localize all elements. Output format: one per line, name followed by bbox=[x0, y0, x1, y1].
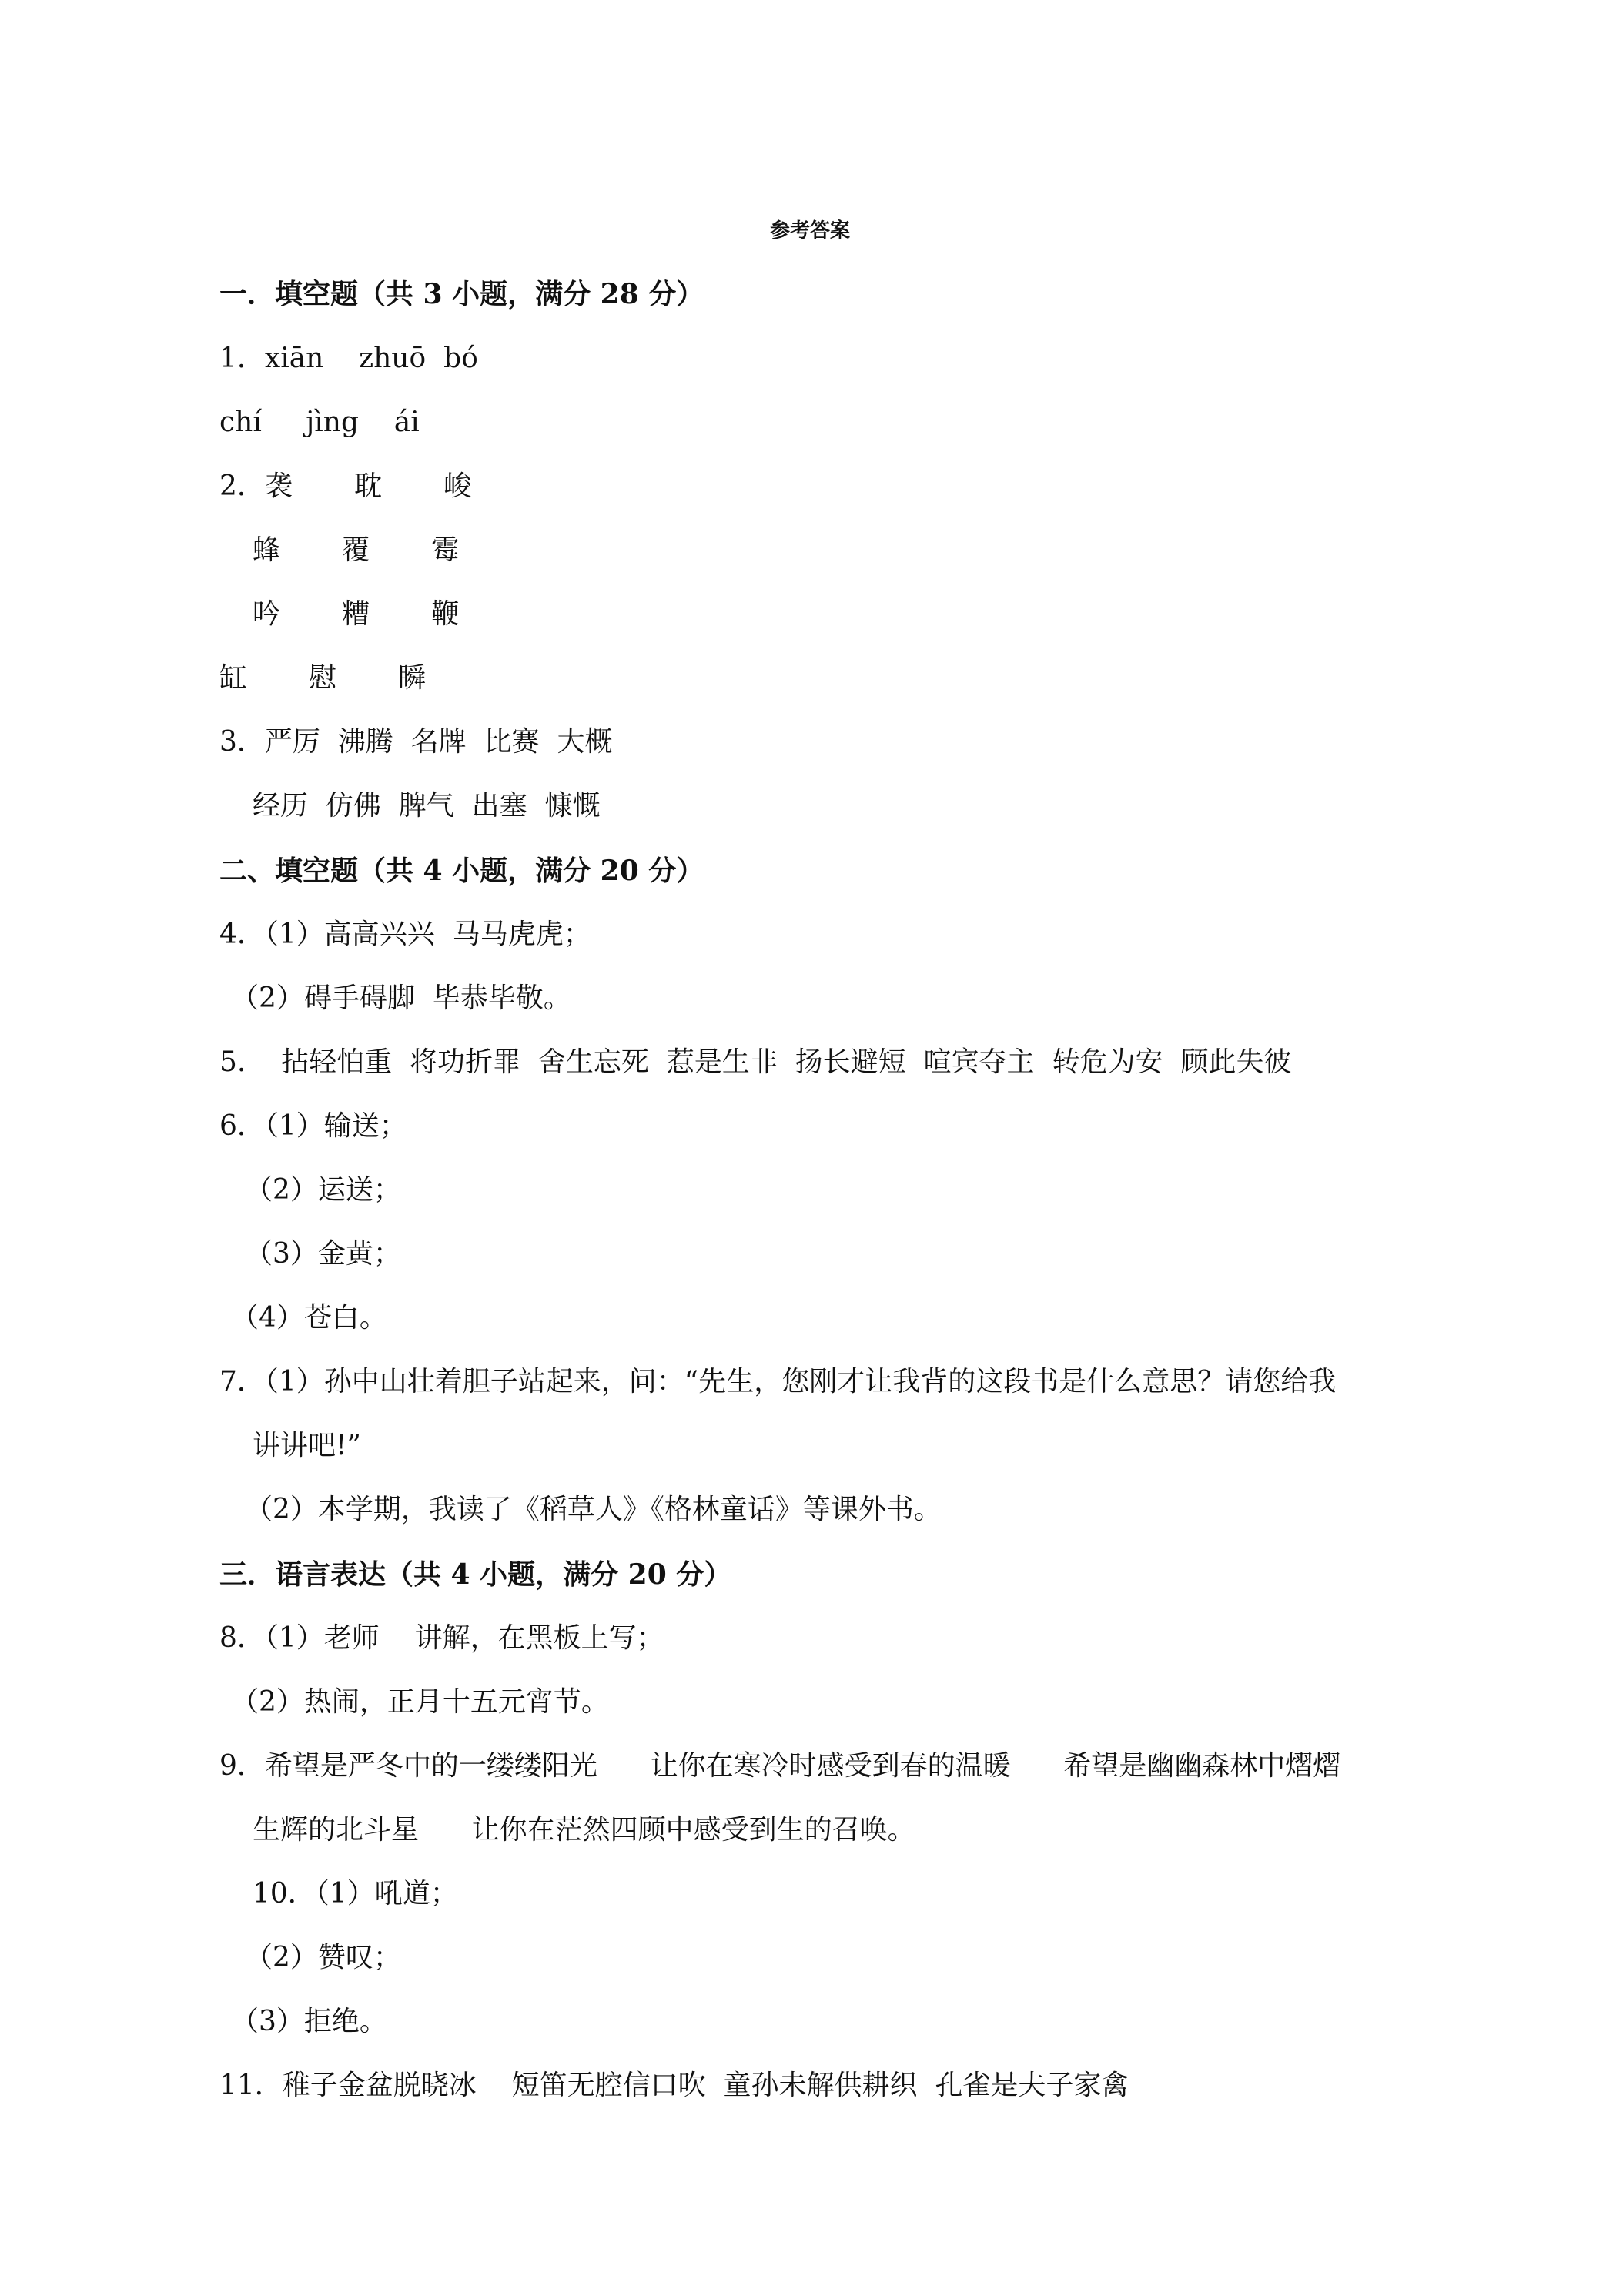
answer-10-line-1: 10．（1）吼道； bbox=[253, 1878, 458, 1909]
answer-1-line-2: chí jìng ái bbox=[219, 407, 420, 438]
answer-2-line-3: 吟 糟 鞭 bbox=[253, 598, 460, 630]
section-2-heading: 二、填空题（共 4 小题，满分 20 分） bbox=[219, 855, 704, 887]
page-title: 参考答案 bbox=[770, 219, 851, 243]
section-1-heading: 一．填空题（共 3 小题，满分 28 分） bbox=[219, 278, 704, 310]
answer-6-line-2: （2）运送； bbox=[245, 1174, 401, 1206]
answer-5: 5. 拈轻怕重 将功折罪 舍生忘死 惹是生非 扬长避短 喧宾夺主 转危为安 顾此失彼 bbox=[219, 1046, 1292, 1078]
answer-2-line-2: 蜂 覆 霉 bbox=[253, 534, 460, 566]
section-3-heading: 三．语言表达（共 4 小题，满分 20 分） bbox=[219, 1558, 732, 1591]
answer-8-line-2: （2）热闹，正月十五元宵节。 bbox=[231, 1686, 609, 1718]
answer-3-line-2: 经历 仿佛 脾气 出塞 慷慨 bbox=[253, 790, 601, 822]
answer-2-line-4: 缸 慰 瞬 bbox=[219, 662, 427, 694]
answer-11: 11．稚子金盆脱晓冰 短笛无腔信口吹 童孙未解供耕织 孔雀是夫子家禽 bbox=[219, 2070, 1129, 2101]
answer-9-line-1: 9．希望是严冬中的一缕缕阳光 让你在寒冷时感受到春的温暖 希望是幽幽森林中熠熠 bbox=[219, 1750, 1341, 1782]
answer-6-line-1: 6．（1）输送； bbox=[219, 1110, 407, 1142]
answer-9-line-2: 生辉的北斗星 让你在茫然四顾中感受到生的召唤。 bbox=[253, 1814, 915, 1846]
answer-2-line-1: 2．袭 耽 峻 bbox=[219, 470, 472, 502]
answer-7-line-1: 7．（1）孙中山壮着胆子站起来，问：“先生，您刚才让我背的这段书是什么意思？请您给我 bbox=[219, 1366, 1337, 1397]
answer-3-line-1: 3．严厉 沸腾 名牌 比赛 大概 bbox=[219, 726, 613, 758]
answer-1-line-1: 1．xiān zhuō bó bbox=[219, 343, 478, 374]
answer-6-line-3: （3）金黄； bbox=[245, 1238, 401, 1270]
answer-10-line-3: （3）拒绝。 bbox=[231, 2006, 387, 2037]
answer-6-line-4: （4）苍白。 bbox=[231, 1302, 387, 1334]
answer-7-line-2: 讲讲吧!” bbox=[253, 1430, 361, 1461]
answer-8-line-1: 8．（1）老师 讲解，在黑板上写； bbox=[219, 1622, 664, 1654]
answer-4-line-2: （2）碍手碍脚 毕恭毕敬。 bbox=[231, 982, 571, 1014]
answer-4-line-1: 4．（1）高高兴兴 马马虎虎； bbox=[219, 919, 591, 950]
answer-10-line-2: （2）赞叹； bbox=[245, 1942, 401, 1973]
answer-7-line-3: （2）本学期，我读了《稻草人》《格林童话》等课外书。 bbox=[245, 1494, 942, 1525]
